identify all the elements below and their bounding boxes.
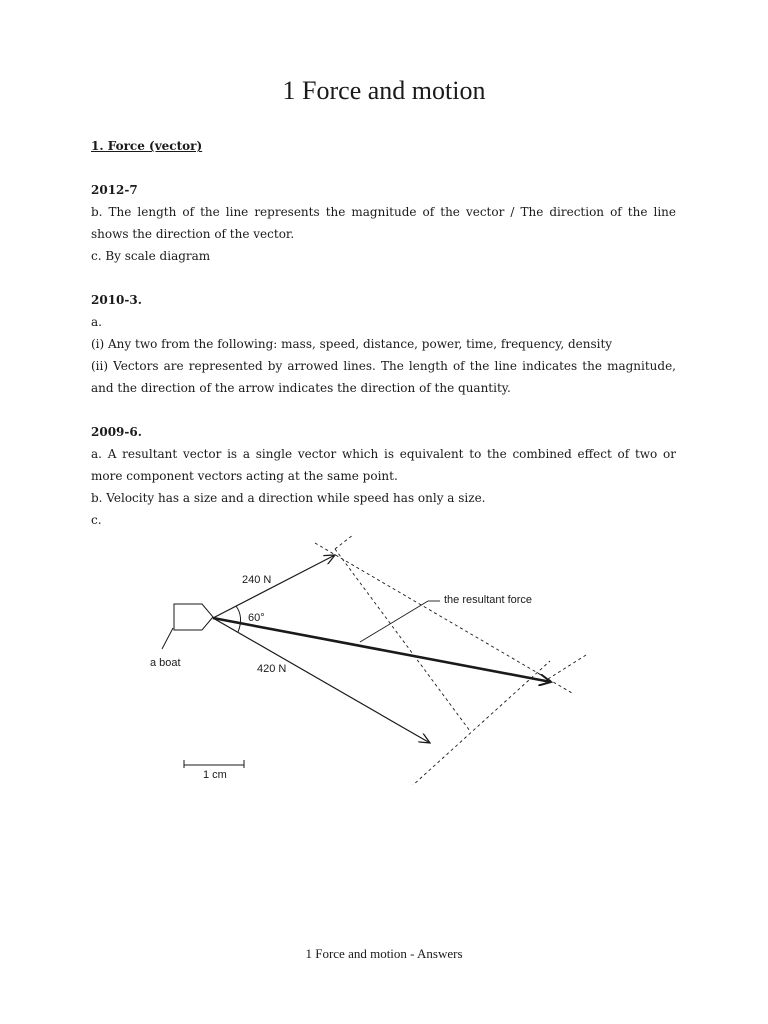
spacer — [91, 267, 676, 289]
dashed-parallel-line — [548, 655, 586, 679]
resultant-force-label: the resultant force — [444, 594, 533, 606]
scale-label: 1 cm — [203, 769, 227, 781]
section-heading: 1. Force (vector) — [91, 139, 203, 153]
vector-diagram-svg — [140, 535, 600, 785]
force-240n-label: 240 N — [242, 574, 272, 586]
force-420n-label: 420 N — [257, 663, 287, 675]
dashed-parallel-line — [315, 543, 572, 693]
vector-diagram — [140, 535, 600, 785]
angle-arc — [236, 606, 241, 632]
resultant-label-leader — [360, 601, 428, 642]
document-body — [91, 135, 676, 531]
answer-line: b. Velocity has a size and a direction while speed has only a size. — [91, 491, 486, 505]
answer-line: c. — [91, 513, 102, 527]
dashed-parallel-line — [335, 549, 470, 731]
force-240n-arrow — [213, 555, 335, 618]
boat-shape — [174, 604, 213, 630]
question-id-2012-7: 2012-7 — [91, 183, 138, 197]
answer-line: a. A resultant vector is a single vector which is equivalent to the combined effect of two or more component vectors acting at the same point. — [91, 447, 676, 483]
boat-label: a boat — [150, 657, 181, 669]
answer-line: b. The length of the line represents the magnitude of the vector / The direction of the line shows the direction of the vector. — [91, 205, 676, 241]
answer-line: (i) Any two from the following: mass, speed, distance, power, time, frequency, density — [91, 337, 613, 351]
question-id-2009-6: 2009-6. — [91, 425, 142, 439]
spacer — [91, 399, 676, 421]
answer-line: (ii) Vectors are represented by arrowed lines. The length of the line indicates the magnitude, and the direction of the arrow indicates the direction of the quantity. — [91, 359, 676, 395]
page-title: 1 Force and motion — [282, 76, 486, 105]
force-420n-arrow — [213, 618, 430, 743]
boat-pointer-line — [162, 628, 173, 649]
answer-line: c. By scale diagram — [91, 249, 211, 263]
answer-line: a. — [91, 315, 102, 329]
dashed-parallel-line — [335, 535, 430, 549]
page-footer: 1 Force and motion - Answers — [305, 946, 463, 961]
dashed-parallel-line — [402, 661, 550, 785]
spacer — [91, 157, 676, 179]
angle-label: 60° — [248, 612, 265, 624]
question-id-2010-3: 2010-3. — [91, 293, 142, 307]
